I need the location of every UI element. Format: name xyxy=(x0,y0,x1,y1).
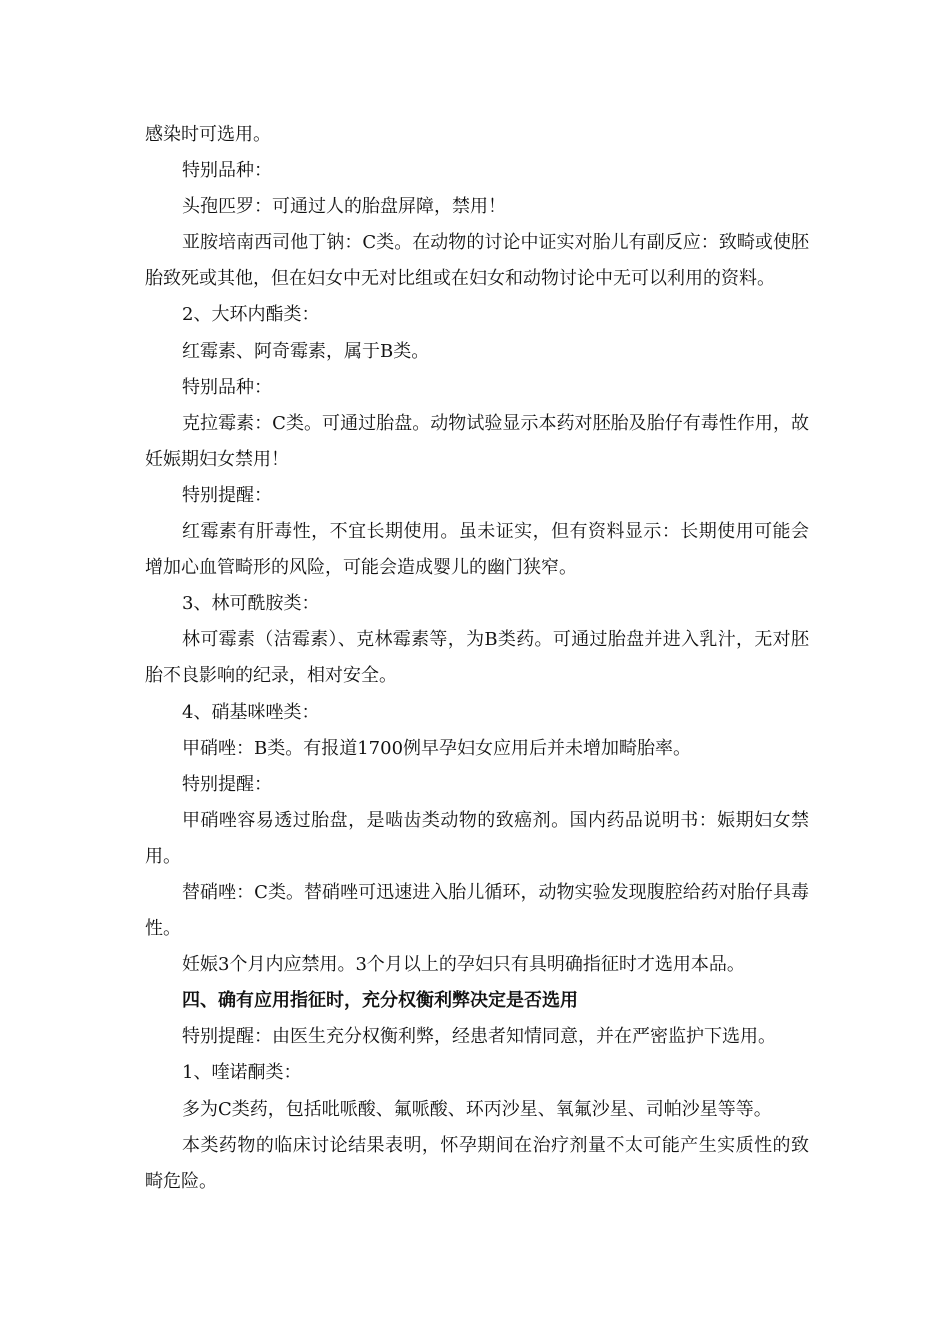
chapter-heading: 四、确有应用指征时，充分权衡利弊决定是否选用 xyxy=(182,990,578,1012)
section-heading: 4、硝基咪唑类： xyxy=(182,701,320,723)
paragraph: 特别品种： xyxy=(182,376,272,398)
paragraph: 特别提醒：由医生充分权衡利弊，经患者知情同意，并在严密监护下选用。 xyxy=(182,1026,776,1048)
paragraph: 替硝唑：C类。替硝唑可迅速进入胎儿循环，动物实验发现腹腔给药对胎仔具毒性。 xyxy=(145,881,809,940)
paragraph: 红霉素有肝毒性，不宜长期使用。虽未证实，但有资料显示：长期使用可能会增加心血管畸形的风险，可能会造成婴儿的幽门狭窄。 xyxy=(145,521,809,579)
section-heading: 3、林可酰胺类： xyxy=(182,593,320,615)
paragraph: 甲硝唑容易透过胎盘，是啮齿类动物的致癌剂。国内药品说明书：娠期妇女禁用。 xyxy=(145,809,809,867)
paragraph: 特别品种： xyxy=(182,160,272,182)
section-heading: 2、大环内酯类： xyxy=(182,304,320,326)
section-heading: 1、喹诺酮类： xyxy=(182,1062,302,1084)
paragraph: 感染时可选用。 xyxy=(145,124,271,145)
document-body xyxy=(145,117,809,1200)
paragraph: 特别提醒： xyxy=(182,773,272,795)
paragraph: 妊娠3个月内应禁用。3个月以上的孕妇只有具明确指征时才选用本品。 xyxy=(182,954,745,976)
paragraph: 头孢匹罗：可通过人的胎盘屏障，禁用！ xyxy=(182,196,506,218)
paragraph: 本类药物的临床讨论结果表明，怀孕期间在治疗剂量不太可能产生实质性的致畸危险。 xyxy=(145,1134,809,1192)
paragraph: 克拉霉素：C类。可通过胎盘。动物试验显示本药对胚胎及胎仔有毒性作用，故妊娠期妇女禁用！ xyxy=(145,412,809,470)
paragraph: 特别提醒： xyxy=(182,484,272,506)
paragraph: 多为C类药，包括吡哌酸、氟哌酸、环丙沙星、氧氟沙星、司帕沙星等等。 xyxy=(182,1098,772,1120)
paragraph: 林可霉素（洁霉素）、克林霉素等，为B类药。可通过胎盘并进入乳汁，无对胚胎不良影响的纪录，相对安全。 xyxy=(145,629,809,687)
paragraph: 亚胺培南西司他丁钠：C类。在动物的讨论中证实对胎儿有副反应：致畸或使胚胎致死或其他，但在妇女中无对比组或在妇女和动物讨论中无可以利用的资料。 xyxy=(145,232,809,290)
paragraph: 红霉素、阿奇霉素，属于B类。 xyxy=(182,340,430,362)
paragraph: 甲硝唑：B类。有报道1700例早孕妇女应用后并未增加畸胎率。 xyxy=(182,737,692,759)
